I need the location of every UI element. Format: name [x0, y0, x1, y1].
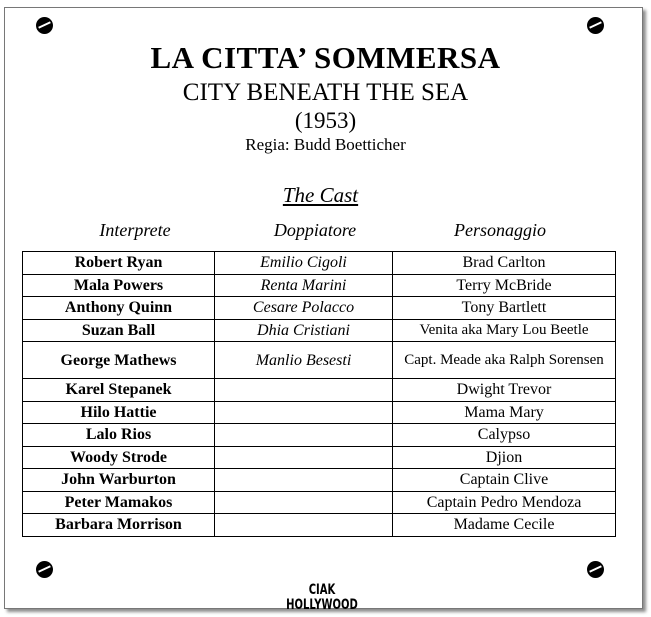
director-credit: Regia: Budd Boetticher	[245, 135, 406, 154]
character-cell: Madame Cecile	[393, 514, 616, 537]
actor-cell: John Warburton	[23, 469, 215, 492]
column-header-dubber: Doppiatore	[273, 220, 357, 240]
screw-icon	[36, 17, 53, 34]
dubber-cell: Cesare Polacco	[215, 297, 393, 320]
dubber-cell: Dhia Cristiani	[215, 319, 393, 342]
dubber-cell	[215, 424, 393, 447]
dubber-cell: Renta Marini	[215, 274, 393, 297]
screw-icon	[587, 17, 604, 34]
actor-cell: Lalo Rios	[23, 424, 215, 447]
table-row	[23, 401, 616, 424]
table-row	[23, 297, 616, 320]
ciak-hollywood-logo: CIAK HOLLYWOOD	[286, 582, 358, 614]
dubber-cell	[215, 514, 393, 537]
cast-table	[22, 251, 616, 537]
dubber-cell	[215, 491, 393, 514]
character-cell: Capt. Meade aka Ralph Sorensen	[393, 342, 616, 379]
table-row	[23, 342, 616, 379]
actor-cell: Robert Ryan	[23, 252, 215, 275]
dubber-cell: Emilio Cigoli	[215, 252, 393, 275]
actor-cell: Hilo Hattie	[23, 401, 215, 424]
character-cell: Captain Pedro Mendoza	[393, 491, 616, 514]
table-row	[23, 514, 616, 537]
actor-cell: Peter Mamakos	[23, 491, 215, 514]
table-row	[23, 319, 616, 342]
actor-cell: Woody Strode	[23, 446, 215, 469]
table-row	[23, 469, 616, 492]
cast-heading: The Cast	[282, 183, 359, 207]
table-row	[23, 379, 616, 402]
dubber-cell: Manlio Besesti	[215, 342, 393, 379]
character-cell: Brad Carlton	[393, 252, 616, 275]
character-cell: Djion	[393, 446, 616, 469]
character-cell: Dwight Trevor	[393, 379, 616, 402]
table-row	[23, 252, 616, 275]
table-row	[23, 274, 616, 297]
character-cell: Captain Clive	[393, 469, 616, 492]
film-year: (1953)	[294, 108, 357, 133]
dubber-cell	[215, 469, 393, 492]
dubber-cell	[215, 446, 393, 469]
film-english-title: CITY BENEATH THE SEA	[182, 79, 469, 106]
table-row	[23, 446, 616, 469]
character-cell: Calypso	[393, 424, 616, 447]
actor-cell: Mala Powers	[23, 274, 215, 297]
actor-cell: Anthony Quinn	[23, 297, 215, 320]
column-header-character: Personaggio	[454, 220, 546, 240]
character-cell: Mama Mary	[393, 401, 616, 424]
character-cell: Terry McBride	[393, 274, 616, 297]
table-row	[23, 424, 616, 447]
actor-cell: Suzan Ball	[23, 319, 215, 342]
character-cell: Tony Bartlett	[393, 297, 616, 320]
actor-cell: Barbara Morrison	[23, 514, 215, 537]
dubber-cell	[215, 401, 393, 424]
actor-cell: George Mathews	[23, 342, 215, 379]
character-cell: Venita aka Mary Lou Beetle	[393, 319, 616, 342]
column-header-actor: Interprete	[99, 220, 171, 240]
actor-cell: Karel Stepanek	[23, 379, 215, 402]
dubber-cell	[215, 379, 393, 402]
screw-icon	[36, 561, 53, 578]
film-title: LA CITTA’ SOMMERSA	[150, 40, 501, 75]
table-row	[23, 491, 616, 514]
screw-icon	[587, 561, 604, 578]
